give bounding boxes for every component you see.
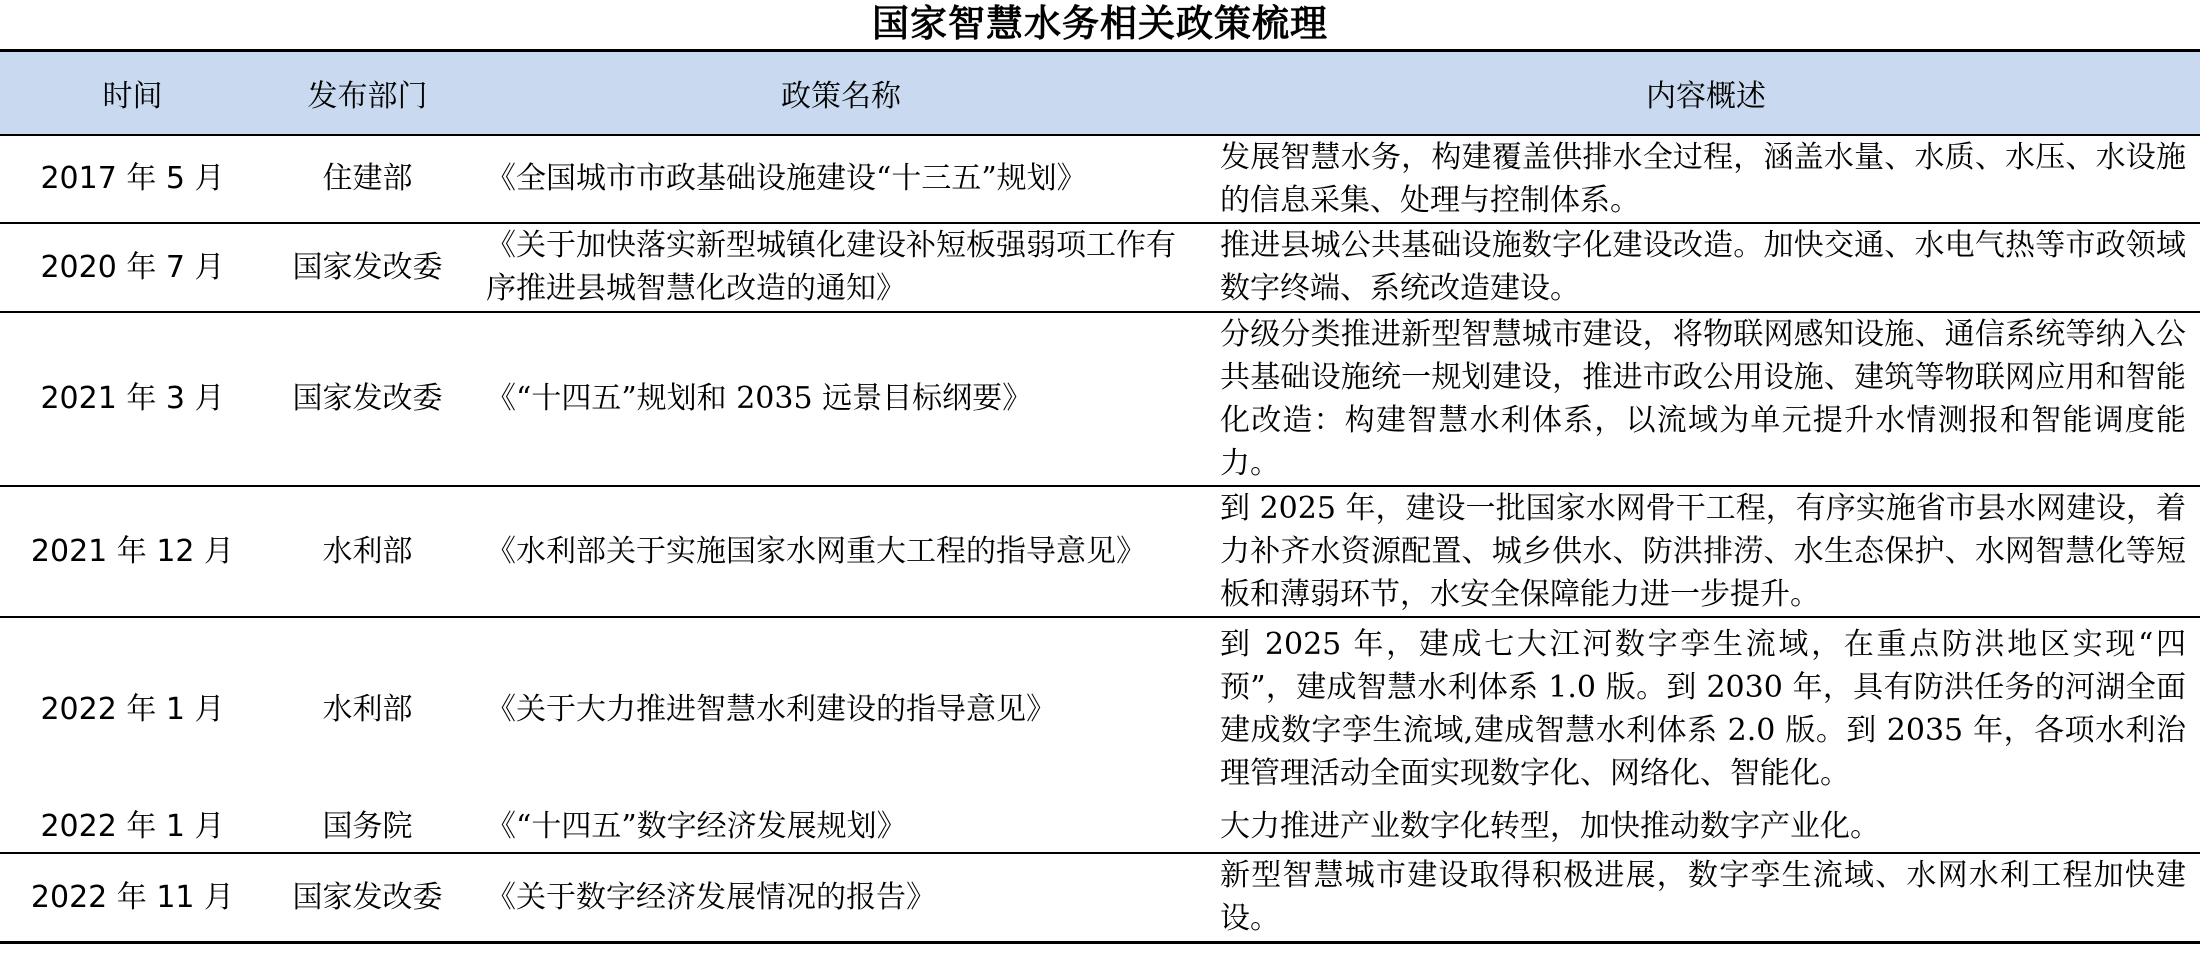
- cell-policy-name: 《关于数字经济发展情况的报告》: [486, 879, 936, 915]
- cell-summary: 分级分类推进新型智慧城市建设，将物联网感知设施、通信系统等纳入公共基础设施统一规划建设，推进市政公用设施、建筑等物联网应用和智能化改造：构建智慧水利体系，以流域为单元提升水情测报和智能调度能力。: [1220, 316, 2186, 481]
- cell-summary: 到 2025 年，建设一批国家水网骨干工程，有序实施省市县水网建设，着力补齐水资源配置、城乡供水、防洪排涝、水生态保护、水网智慧化等短板和薄弱环节，水安全保障能力进一步提升。: [1220, 490, 2186, 612]
- cell-summary: 推进县城公共基础设施数字化建设改造。加快交通、水电气热等市政领域数字终端、系统改造建设。: [1220, 228, 2186, 306]
- header-date: 时间: [0, 51, 265, 135]
- cell-policy-name: 《“十四五”数字经济发展规划》: [486, 808, 907, 844]
- cell-dept: 国家发改委: [292, 381, 443, 416]
- cell-policy-name: 《关于大力推进智慧水利建设的指导意见》: [486, 691, 1056, 727]
- header-policy-name: 政策名称: [470, 51, 1212, 135]
- cell-date: 2017 年 5 月: [40, 161, 225, 196]
- cell-date: 2021 年 3 月: [40, 381, 225, 416]
- cell-summary: 大力推进产业数字化转型，加快推动数字产业化。: [1220, 808, 1880, 844]
- table-row: [0, 801, 2200, 853]
- cell-dept: 住建部: [322, 161, 413, 196]
- cell-summary: 发展智慧水务，构建覆盖供排水全过程，涵盖水量、水质、水压、水设施的信息采集、处理与控制体系。: [1220, 139, 2186, 218]
- cell-date: 2022 年 1 月: [40, 808, 225, 844]
- header-dept: 发布部门: [265, 51, 470, 135]
- page-title: 国家智慧水务相关政策梳理: [872, 1, 1328, 45]
- table-row: [0, 853, 2200, 943]
- cell-dept: 国家发改委: [292, 249, 443, 285]
- header-summary: 内容概述: [1212, 51, 2200, 135]
- cell-dept: 水利部: [322, 691, 413, 727]
- cell-date: 2022 年 1 月: [40, 691, 225, 727]
- table-row: [0, 312, 2200, 486]
- table-row: [0, 486, 2200, 617]
- table-row: [0, 135, 2200, 223]
- cell-summary: 新型智慧城市建设取得积极进展，数字孪生流域、水网水利工程加快建设。: [1220, 858, 2186, 937]
- cell-policy-name: 《全国城市市政基础设施建设“十三五”规划》: [486, 161, 1087, 196]
- cell-policy-name: 《关于加快落实新型城镇化建设补短板强弱项工作有序推进县城智慧化改造的通知》: [486, 228, 1176, 306]
- cell-date: 2021 年 12 月: [30, 533, 235, 569]
- policy-table: [0, 49, 2200, 944]
- table-header-row: [0, 51, 2200, 135]
- cell-policy-name: 《水利部关于实施国家水网重大工程的指导意见》: [486, 533, 1146, 569]
- table-row: [0, 223, 2200, 312]
- table-row: [0, 617, 2200, 801]
- cell-date: 2020 年 7 月: [40, 249, 225, 285]
- cell-date: 2022 年 11 月: [30, 879, 235, 915]
- cell-dept: 国务院: [322, 808, 413, 844]
- cell-dept: 国家发改委: [292, 879, 443, 915]
- cell-dept: 水利部: [322, 533, 413, 569]
- cell-policy-name: 《“十四五”规划和 2035 远景目标纲要》: [486, 381, 1033, 416]
- cell-summary: 到 2025 年，建成七大江河数字孪生流域，在重点防洪地区实现“四预”，建成智慧水利体系 1.0 版。到 2030 年，具有防洪任务的河湖全面建成数字孪生流域,建成智慧水利体系 2.0 版。到 2035 年，各项水利治理管理活动全面实现数字化、网络化、智能化。: [1220, 627, 2186, 791]
